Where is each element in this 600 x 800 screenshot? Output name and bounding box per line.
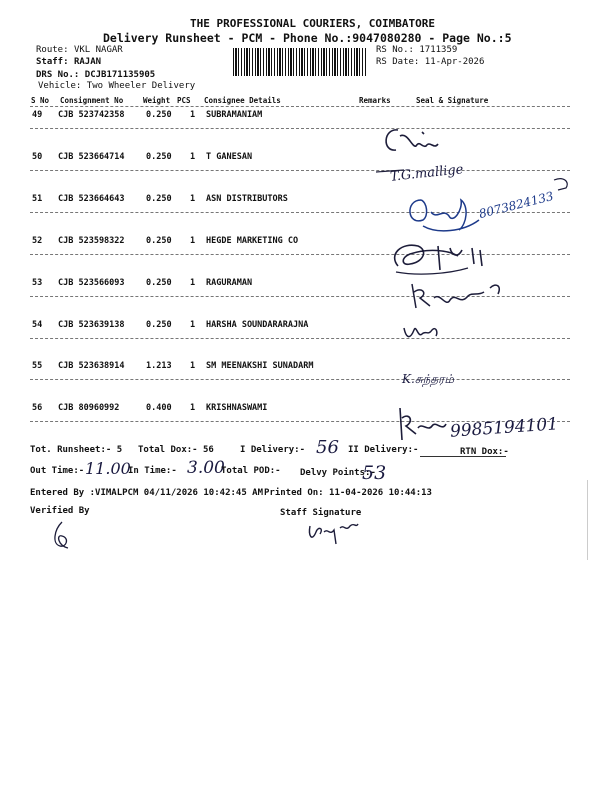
tot-runsheet-value: 5 bbox=[116, 445, 123, 455]
row-consignment: CJB 523598322 bbox=[58, 236, 125, 246]
signature-stroke-row-50 bbox=[374, 162, 574, 192]
verified-by-signature bbox=[48, 520, 78, 550]
col-weight: Weight bbox=[143, 96, 171, 105]
row-divider bbox=[30, 379, 570, 380]
row-weight: 0.250 bbox=[146, 320, 172, 330]
row-weight: 0.400 bbox=[146, 403, 172, 413]
scan-edge bbox=[587, 480, 588, 560]
in-time-value: 3.00 bbox=[187, 458, 225, 478]
vehicle-value: Two Wheeler Delivery bbox=[86, 81, 196, 91]
row-pcs: 1 bbox=[190, 403, 196, 413]
row-divider bbox=[30, 338, 570, 339]
staff-value: RAJAN bbox=[73, 57, 102, 67]
total-runsheet bbox=[30, 445, 122, 455]
rs-date-label: RS Date: bbox=[376, 57, 420, 67]
row-pcs: 1 bbox=[190, 278, 196, 288]
signature-row-52 bbox=[388, 236, 498, 280]
handwritten-phone-row-51: 8073824133 bbox=[477, 188, 555, 222]
row-weight: 1.213 bbox=[146, 361, 172, 371]
out-time-label: Out Time:- bbox=[30, 466, 85, 476]
route bbox=[36, 45, 123, 55]
drs-number bbox=[36, 70, 155, 80]
col-consignment: Consignment No bbox=[60, 96, 124, 105]
row-sno: 56 bbox=[32, 403, 43, 413]
rs-date-value: 11-Apr-2026 bbox=[424, 57, 485, 67]
row-sno: 52 bbox=[32, 236, 43, 246]
delvy-points-value: 53 bbox=[362, 462, 387, 484]
staff-label: Staff: bbox=[36, 57, 69, 67]
row-consignee: SM MEENAKSHI SUNADARM bbox=[206, 361, 314, 371]
total-dox-value: 56 bbox=[203, 445, 214, 455]
staff-signature-label: Staff Signature bbox=[280, 508, 362, 518]
signature-row-49 bbox=[378, 122, 448, 162]
ii-delivery-label: II Delivery:- bbox=[348, 445, 419, 455]
barcode bbox=[233, 48, 367, 76]
tot-runsheet-label: Tot. Runsheet:- bbox=[30, 445, 112, 455]
table-row bbox=[30, 320, 570, 338]
in-time-label: In Time:- bbox=[128, 466, 177, 476]
rs-no-label: RS No.: bbox=[376, 45, 414, 55]
vehicle bbox=[38, 81, 195, 91]
header-divider bbox=[30, 106, 570, 107]
handwritten-name-row-50: T.G.mallige bbox=[389, 162, 465, 185]
row-weight: 0.250 bbox=[146, 152, 172, 162]
row-consignee: KRISHNASWAMI bbox=[206, 403, 268, 413]
row-pcs: 1 bbox=[190, 194, 196, 204]
row-weight: 0.250 bbox=[146, 110, 172, 120]
row-pcs: 1 bbox=[190, 110, 196, 120]
row-consignee: T GANESAN bbox=[206, 152, 253, 162]
table-row bbox=[30, 361, 570, 379]
row-pcs: 1 bbox=[190, 152, 196, 162]
row-sno: 49 bbox=[32, 110, 43, 120]
company-name: THE PROFESSIONAL COURIERS, COIMBATORE bbox=[190, 17, 436, 30]
rtn-dox-line bbox=[420, 456, 506, 457]
vehicle-label: Vehicle: bbox=[38, 81, 82, 91]
signature-row-54 bbox=[402, 320, 442, 344]
row-weight: 0.250 bbox=[146, 278, 172, 288]
staff-signature bbox=[306, 518, 366, 546]
delvy-points-label: Delvy Points:- bbox=[300, 468, 376, 478]
out-time-value: 11.00 bbox=[85, 459, 131, 478]
row-consignee: SUBRAMANIAM bbox=[206, 110, 263, 120]
printed-on: Printed On: 11-04-2026 10:44:13 bbox=[264, 488, 432, 498]
row-consignment: CJB 523639138 bbox=[58, 320, 125, 330]
row-consignment: CJB 80960992 bbox=[58, 403, 120, 413]
verified-by-label: Verified By bbox=[30, 506, 90, 516]
signature-row-53 bbox=[406, 278, 506, 314]
rs-date bbox=[376, 57, 484, 67]
row-consignment: CJB 523664714 bbox=[58, 152, 125, 162]
col-remarks: Remarks bbox=[359, 96, 391, 105]
rs-number bbox=[376, 45, 457, 55]
row-pcs: 1 bbox=[190, 236, 196, 246]
row-sno: 54 bbox=[32, 320, 43, 330]
row-consignee: HEGDE MARKETING CO bbox=[206, 236, 299, 246]
drs-label: DRS No.: bbox=[36, 70, 80, 80]
row-sno: 51 bbox=[32, 194, 43, 204]
runsheet-title: Delivery Runsheet - PCM - Phone No.:9047080280 - Page No.:5 bbox=[103, 31, 512, 45]
route-label: Route: bbox=[36, 45, 69, 55]
entered-by: Entered By :VIMALPCM 04/11/2026 10:42:45 AM bbox=[30, 488, 263, 498]
row-consignment: CJB 523664643 bbox=[58, 194, 125, 204]
handwritten-name-row-55: K.சுந்தரம் bbox=[402, 372, 454, 386]
signature-row-51 bbox=[403, 190, 483, 234]
row-consignment: CJB 523638914 bbox=[58, 361, 125, 371]
row-consignee: ASN DISTRIBUTORS bbox=[206, 194, 288, 204]
rtn-dox-label: RTN Dox:- bbox=[460, 447, 509, 457]
row-sno: 53 bbox=[32, 278, 43, 288]
table-row bbox=[30, 110, 570, 128]
row-consignee: HARSHA SOUNDARARAJNA bbox=[206, 320, 309, 330]
col-sno: S No bbox=[31, 96, 50, 105]
row-pcs: 1 bbox=[190, 320, 196, 330]
row-sno: 55 bbox=[32, 361, 43, 371]
row-consignee: RAGURAMAN bbox=[206, 278, 253, 288]
rs-no-value: 1711359 bbox=[419, 45, 458, 55]
route-value: VKL NAGAR bbox=[73, 45, 123, 55]
i-delivery-value: 56 bbox=[316, 437, 339, 458]
row-sno: 50 bbox=[32, 152, 43, 162]
row-pcs: 1 bbox=[190, 361, 196, 371]
row-consignment: CJB 523566093 bbox=[58, 278, 125, 288]
row-divider bbox=[30, 128, 570, 129]
col-seal-signature: Seal & Signature bbox=[416, 96, 489, 105]
i-delivery-label: I Delivery:- bbox=[240, 445, 306, 455]
total-pod-label: Total POD:- bbox=[221, 466, 281, 476]
row-consignment: CJB 523742358 bbox=[58, 110, 125, 120]
col-consignee: Consignee Details bbox=[204, 96, 281, 105]
row-weight: 0.250 bbox=[146, 194, 172, 204]
col-pcs: PCS bbox=[177, 96, 191, 105]
handwritten-phone-row-56: 9985194101 bbox=[449, 414, 559, 442]
drs-value: DCJB171135905 bbox=[84, 70, 156, 80]
row-weight: 0.250 bbox=[146, 236, 172, 246]
total-dox-label: Total Dox:- bbox=[138, 445, 198, 455]
signature-row-56 bbox=[396, 404, 456, 444]
staff bbox=[36, 57, 101, 67]
